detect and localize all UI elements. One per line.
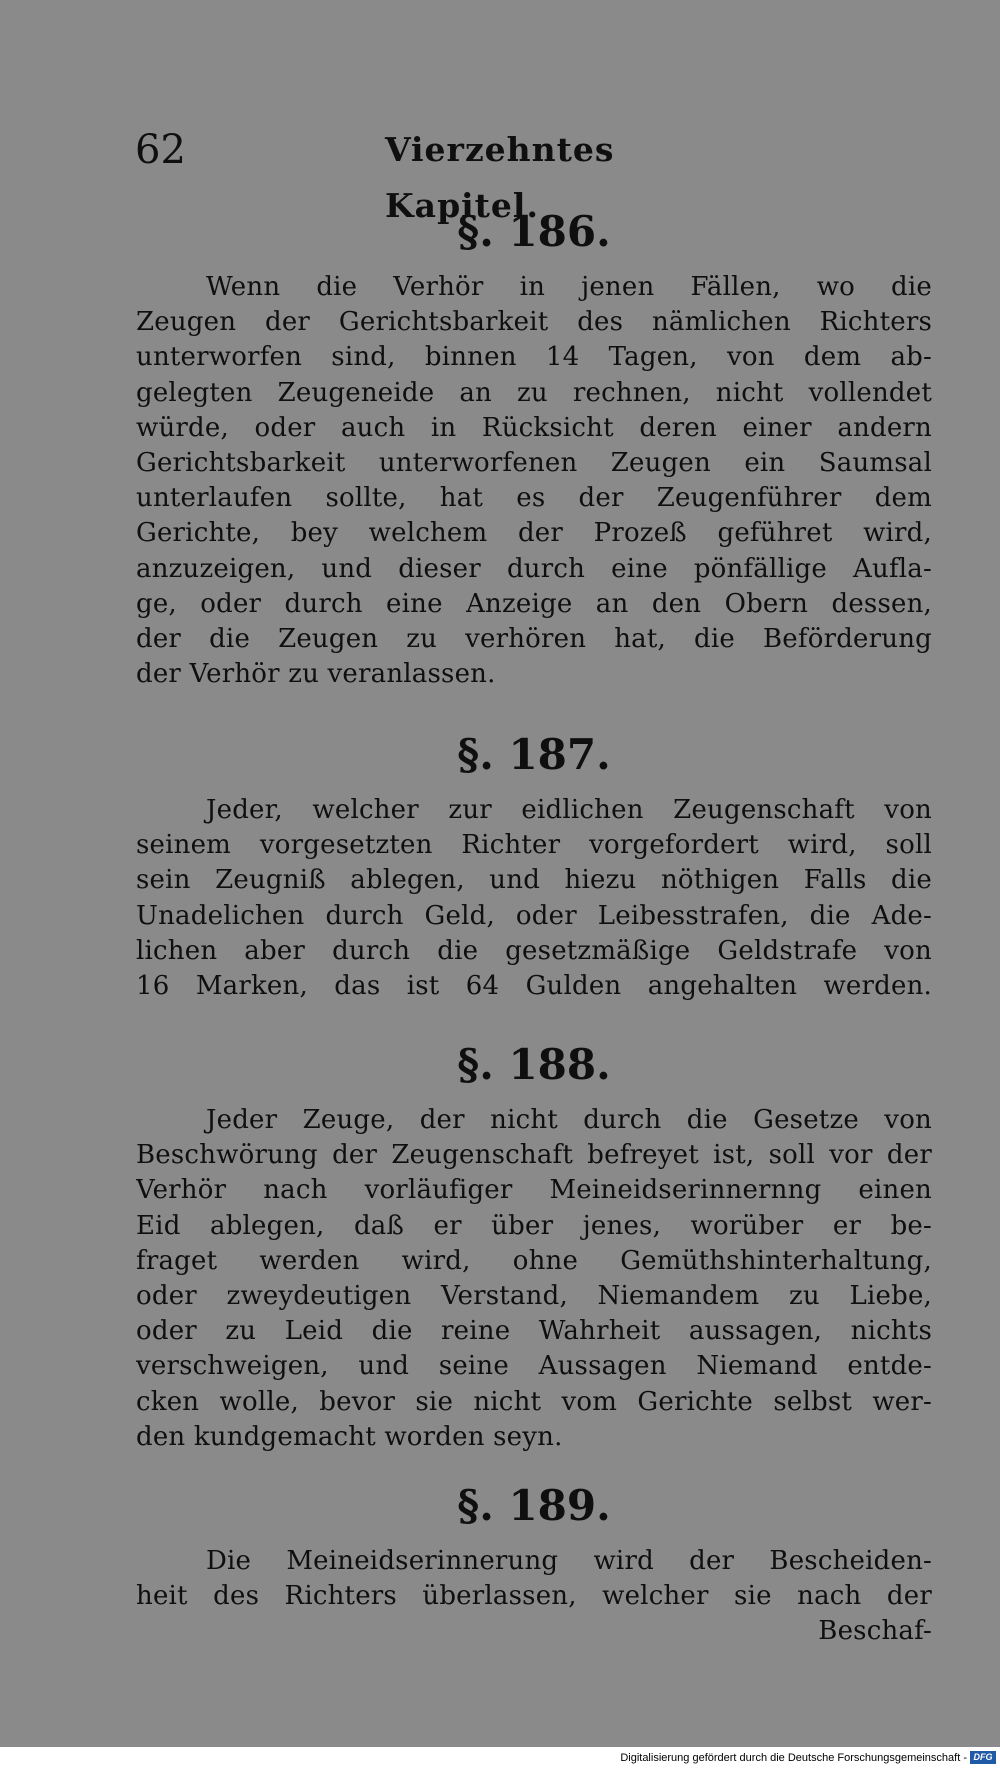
text-line: seinem vorgesetzten Richter vorgefordert wird, soll — [136, 830, 932, 861]
section-187 — [136, 725, 932, 1004]
text-line: cken wolle, bevor sie nicht vom Gerichte selbst wer- — [136, 1386, 932, 1417]
section-186 — [136, 202, 932, 692]
section-paragraph — [136, 1103, 932, 1455]
page-header — [135, 122, 735, 225]
section-heading: §. 189. — [457, 1481, 611, 1530]
section-188 — [136, 1035, 932, 1455]
text-line: Unadelichen durch Geld, oder Leibesstrafen, die Ade- — [136, 900, 932, 931]
text-line: heit des Richters überlassen, welcher sie nach der — [136, 1581, 932, 1612]
dfg-logo-icon: DFG — [970, 1751, 996, 1764]
text-line: den kundgemacht worden seyn. — [136, 1421, 563, 1452]
text-line: Jeder, welcher zur eidlichen Zeugenschaft von — [206, 795, 932, 825]
text-line: Beschwörung der Zeugenschaft befreyet ist, soll vor der — [136, 1140, 932, 1171]
text-line: Gerichtsbarkeit unterworfenen Zeugen ein Saumsal — [136, 448, 932, 479]
funding-credit: Digitalisierung gefördert durch die Deutsche Forschungsgemeinschaft - — [620, 1752, 967, 1764]
text-line: der die Zeugen zu verhören hat, die Beförderung — [136, 624, 932, 655]
text-line: fraget werden wird, ohne Gemüthshinterhaltung, — [136, 1245, 932, 1276]
text-line: unterlaufen sollte, hat es der Zeugenführer dem — [136, 483, 932, 514]
text-line: Zeugen der Gerichtsbarkeit des nämlichen Richters — [136, 307, 932, 338]
text-line: Eid ablegen, daß er über jenes, worüber er be- — [136, 1210, 932, 1241]
text-line: oder zu Leid die reine Wahrheit aussagen, nichts — [136, 1316, 932, 1347]
text-line: 16 Marken, das ist 64 Gulden angehalten werden. — [136, 971, 932, 1002]
section-heading: §. 187. — [457, 730, 611, 779]
text-line: oder zweydeutigen Verstand, Niemandem zu Liebe, — [136, 1281, 932, 1312]
text-line: Wenn die Verhör in jenen Fällen, wo die — [206, 272, 932, 302]
text-line: sein Zeugniß ablegen, und hiezu nöthigen Falls die — [136, 865, 932, 896]
text-line: würde, oder auch in Rücksicht deren einer andern — [136, 412, 932, 443]
text-line: unterworfen sind, binnen 14 Tagen, von dem ab- — [136, 342, 932, 373]
text-line: anzuzeigen, und dieser durch eine pönfällige Aufla- — [136, 553, 932, 584]
text-line: Die Meineidserinnerung wird der Bescheiden- — [206, 1546, 932, 1576]
digitization-footer — [0, 1748, 1000, 1768]
section-189 — [136, 1476, 932, 1650]
text-line: der Verhör zu veranlassen. — [136, 659, 496, 690]
text-line: gelegten Zeugeneide an zu rechnen, nicht vollendet — [136, 377, 932, 408]
page-number: 62 — [135, 127, 186, 173]
section-heading: §. 186. — [457, 207, 611, 256]
catchword: Beschaf- — [818, 1616, 932, 1647]
section-paragraph — [136, 270, 932, 692]
running-head: Vierzehntes Kapitel. — [385, 130, 615, 225]
section-paragraph — [136, 793, 932, 1004]
section-paragraph — [136, 1544, 932, 1650]
section-heading: §. 188. — [457, 1040, 611, 1089]
text-line: lichen aber durch die gesetzmäßige Geldstrafe von — [136, 935, 932, 966]
text-line: Jeder Zeuge, der nicht durch die Gesetze von — [206, 1105, 932, 1135]
text-line: Verhör nach vorläufiger Meineidserinnernng einen — [136, 1175, 932, 1206]
text-line: ge, oder durch eine Anzeige an den Obern dessen, — [136, 588, 932, 619]
text-line: Gerichte, bey welchem der Prozeß geführet wird, — [136, 518, 932, 549]
text-line: verschweigen, und seine Aussagen Niemand entde- — [136, 1351, 932, 1382]
